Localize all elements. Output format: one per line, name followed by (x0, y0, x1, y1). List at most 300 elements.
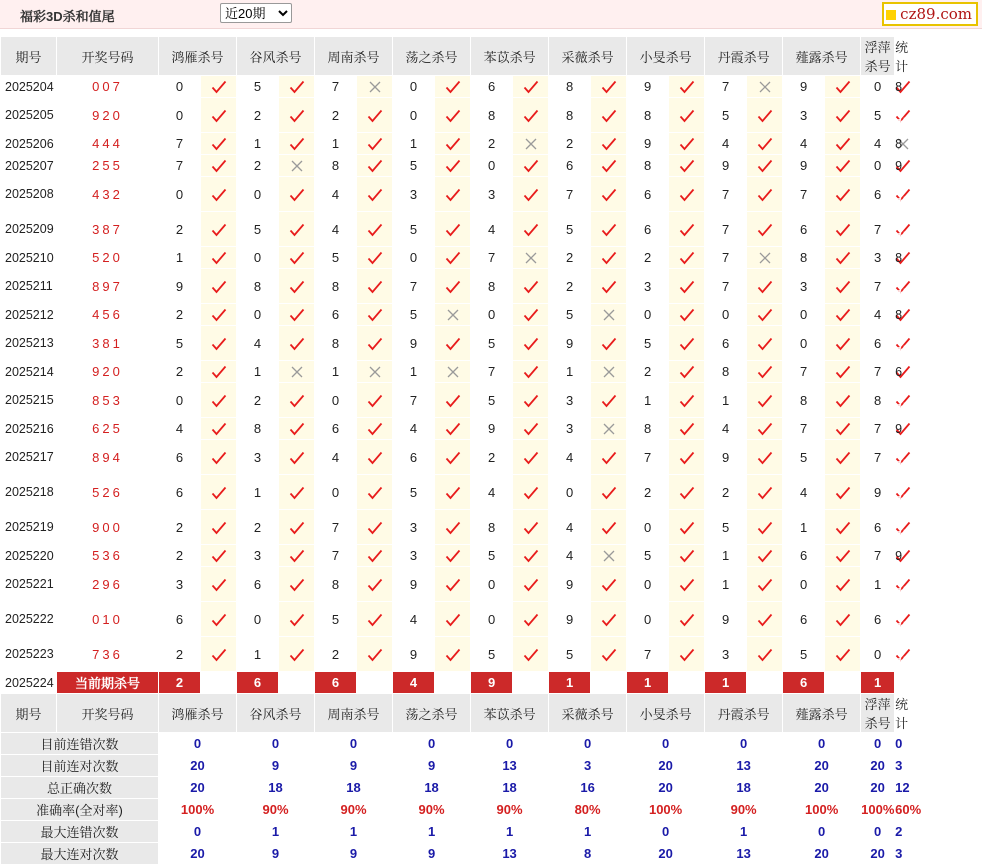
check-icon (201, 383, 237, 418)
kill-number-cell: 5 (471, 383, 513, 418)
col-header-predictor: 周南杀号 (315, 37, 393, 76)
current-kill-cell: 1 (549, 672, 591, 694)
current-blank-cell (357, 672, 393, 694)
cross-icon (435, 304, 471, 326)
kill-number-cell: 3 (627, 269, 669, 304)
check-icon (357, 418, 393, 440)
check-icon (669, 440, 705, 475)
check-icon (513, 304, 549, 326)
check-icon (357, 510, 393, 545)
kill-number-cell: 0 (627, 304, 669, 326)
kill-number-cell: 7 (549, 177, 591, 212)
kill-number-cell: 0 (627, 602, 669, 637)
cross-icon (747, 76, 783, 98)
draw-number-cell: 255 (57, 155, 159, 177)
check-icon (825, 326, 861, 361)
kill-number-cell: 8 (861, 383, 895, 418)
col-header-predictor: 谷风杀号 (237, 694, 315, 733)
check-icon (591, 98, 627, 133)
kill-number-cell: 7 (705, 269, 747, 304)
stat-value: 0 (393, 733, 471, 755)
check-icon (591, 177, 627, 212)
stat-value: 1 (393, 821, 471, 843)
stat-value: 100% (627, 799, 705, 821)
kill-number-cell: 1 (237, 637, 279, 672)
kill-number-cell: 6 (627, 177, 669, 212)
kill-table (0, 36, 922, 865)
check-icon (201, 637, 237, 672)
kill-number-cell: 7 (783, 177, 825, 212)
check-icon (669, 212, 705, 247)
stat-value: 1 (549, 821, 627, 843)
current-kill-cell: 6 (237, 672, 279, 694)
kill-number-cell: 0 (783, 304, 825, 326)
kill-number-cell: 8 (783, 247, 825, 269)
kill-number-cell: 3 (237, 545, 279, 567)
check-icon (279, 545, 315, 567)
check-icon (669, 98, 705, 133)
kill-number-cell: 4 (471, 212, 513, 247)
kill-number-cell: 1 (393, 133, 435, 155)
stat-value: 13 (705, 843, 783, 865)
stat-value: 18 (471, 777, 549, 799)
stat-value: 100% (861, 799, 895, 821)
kill-number-cell: 7 (861, 418, 895, 440)
stat-value: 0 (783, 821, 861, 843)
kill-number-cell: 4 (315, 212, 357, 247)
site-logo[interactable] (882, 2, 978, 26)
kill-number-cell: 2 (315, 98, 357, 133)
kill-number-cell: 7 (315, 545, 357, 567)
kill-number-cell: 8 (237, 269, 279, 304)
stat-value: 0 (861, 733, 895, 755)
stat-value: 0 (159, 821, 237, 843)
draw-number-cell: 381 (57, 326, 159, 361)
kill-number-cell: 7 (705, 212, 747, 247)
kill-number-cell: 8 (471, 510, 513, 545)
check-icon (201, 177, 237, 212)
kill-number-cell: 5 (237, 212, 279, 247)
kill-number-cell: 0 (315, 383, 357, 418)
table-row: 2025222 010 6 0 5 4 0 9 0 9 6 6 全对 (1, 602, 895, 637)
check-icon (825, 76, 861, 98)
stat-label: 最大连对次数 (1, 843, 159, 865)
issue-cell: 2025216 (1, 418, 57, 440)
kill-number-cell: 1 (393, 361, 435, 383)
kill-number-cell: 8 (471, 98, 513, 133)
kill-number-cell: 9 (705, 155, 747, 177)
kill-number-cell: 8 (471, 269, 513, 304)
kill-number-cell: 2 (159, 212, 201, 247)
check-icon (279, 212, 315, 247)
issue-cell: 2025215 (1, 383, 57, 418)
stat-value: 0 (861, 821, 895, 843)
stat-value: 0 (783, 733, 861, 755)
draw-number-cell: 526 (57, 475, 159, 510)
check-icon (513, 177, 549, 212)
kill-number-cell: 6 (627, 212, 669, 247)
stat-value: 20 (861, 777, 895, 799)
check-icon (825, 133, 861, 155)
col-header-predictor: 丹霞杀号 (705, 37, 783, 76)
check-icon (669, 510, 705, 545)
kill-number-cell: 8 (627, 155, 669, 177)
check-icon (591, 247, 627, 269)
check-icon (279, 247, 315, 269)
stat-value: 16 (549, 777, 627, 799)
current-blank-cell (669, 672, 705, 694)
stat-value: 20 (783, 843, 861, 865)
stat-value: 20 (783, 777, 861, 799)
table-row: 2025210 520 1 0 5 0 7 2 2 7 8 3 8 (1, 247, 895, 269)
check-icon (591, 269, 627, 304)
kill-number-cell: 1 (705, 567, 747, 602)
check-icon (747, 98, 783, 133)
check-icon (435, 155, 471, 177)
stat-row: 总正确次数 20 18 18 18 18 16 20 18 20 20 12 (1, 777, 895, 799)
kill-number-cell: 2 (159, 637, 201, 672)
kill-number-cell: 9 (627, 133, 669, 155)
logo-square-icon (886, 10, 896, 20)
table-row: 2025212 456 2 0 6 5 0 5 0 0 0 4 8 (1, 304, 895, 326)
check-icon (825, 383, 861, 418)
kill-number-cell: 6 (861, 177, 895, 212)
check-icon (357, 440, 393, 475)
check-icon (279, 418, 315, 440)
stat-value: 9 (393, 755, 471, 777)
kill-number-cell: 6 (549, 155, 591, 177)
kill-number-cell: 1 (627, 383, 669, 418)
stat-value: 18 (705, 777, 783, 799)
check-icon (747, 155, 783, 177)
stat-value: 90% (705, 799, 783, 821)
kill-number-cell: 8 (783, 383, 825, 418)
check-icon (435, 326, 471, 361)
kill-number-cell: 2 (549, 133, 591, 155)
draw-number-cell: 444 (57, 133, 159, 155)
stat-value: 1 (315, 821, 393, 843)
kill-number-cell: 9 (783, 76, 825, 98)
kill-number-cell: 0 (159, 383, 201, 418)
kill-number-cell: 2 (237, 155, 279, 177)
col-header-predictor: 谷风杀号 (237, 37, 315, 76)
kill-number-cell: 3 (471, 177, 513, 212)
check-icon (435, 602, 471, 637)
table-row: 2025208 432 0 0 4 3 3 7 6 7 7 6 全对 (1, 177, 895, 212)
check-icon (591, 155, 627, 177)
check-icon (435, 418, 471, 440)
current-kill-cell: 6 (783, 672, 825, 694)
issue-cell: 2025220 (1, 545, 57, 567)
col-header-number: 开奖号码 (57, 694, 159, 733)
stat-value: 0 (237, 733, 315, 755)
kill-number-cell: 9 (705, 440, 747, 475)
kill-number-cell: 6 (471, 76, 513, 98)
table-row: 2025204 007 0 5 7 0 6 8 9 7 9 0 8 (1, 76, 895, 98)
kill-number-cell: 9 (393, 326, 435, 361)
check-icon (513, 602, 549, 637)
check-icon (513, 440, 549, 475)
draw-number-cell: 920 (57, 98, 159, 133)
check-icon (513, 98, 549, 133)
kill-number-cell: 0 (315, 475, 357, 510)
check-icon (201, 361, 237, 383)
stat-value: 13 (471, 755, 549, 777)
kill-number-cell: 5 (549, 637, 591, 672)
check-icon (357, 177, 393, 212)
table-row: 2025223 736 2 1 2 9 5 5 7 3 5 0 全对 (1, 637, 895, 672)
kill-number-cell: 2 (237, 510, 279, 545)
kill-number-cell: 3 (393, 510, 435, 545)
kill-number-cell: 0 (393, 98, 435, 133)
check-icon (591, 637, 627, 672)
draw-number-cell: 894 (57, 440, 159, 475)
kill-number-cell: 7 (159, 133, 201, 155)
check-icon (279, 133, 315, 155)
kill-number-cell: 3 (861, 247, 895, 269)
check-icon (435, 440, 471, 475)
check-icon (513, 637, 549, 672)
issue-cell: 2025204 (1, 76, 57, 98)
check-icon (357, 212, 393, 247)
kill-number-cell: 8 (705, 361, 747, 383)
kill-number-cell: 5 (237, 76, 279, 98)
kill-number-cell: 1 (315, 361, 357, 383)
table-row: 2025217 894 6 3 4 6 2 4 7 9 5 7 全对 (1, 440, 895, 475)
kill-number-cell: 5 (783, 637, 825, 672)
kill-number-cell: 8 (315, 155, 357, 177)
current-kill-cell: 4 (393, 672, 435, 694)
check-icon (435, 567, 471, 602)
kill-number-cell: 0 (159, 177, 201, 212)
kill-number-cell: 7 (705, 177, 747, 212)
kill-number-cell: 6 (783, 545, 825, 567)
check-icon (357, 304, 393, 326)
col-header-predictor: 采薇杀号 (549, 37, 627, 76)
col-header-predictor: 荡之杀号 (393, 37, 471, 76)
kill-number-cell: 3 (159, 567, 201, 602)
kill-number-cell: 0 (861, 76, 895, 98)
kill-number-cell: 7 (861, 212, 895, 247)
kill-number-cell: 5 (627, 545, 669, 567)
check-icon (747, 637, 783, 672)
stat-value: 20 (627, 755, 705, 777)
check-icon (669, 567, 705, 602)
check-icon (201, 269, 237, 304)
kill-number-cell: 2 (549, 247, 591, 269)
col-header-predictor: 鸿雁杀号 (159, 37, 237, 76)
col-header-predictor: 荡之杀号 (393, 694, 471, 733)
kill-number-cell: 7 (627, 637, 669, 672)
check-icon (279, 269, 315, 304)
check-icon (591, 383, 627, 418)
draw-number-cell: 900 (57, 510, 159, 545)
stat-value: 13 (705, 755, 783, 777)
cross-icon (591, 418, 627, 440)
kill-number-cell: 9 (159, 269, 201, 304)
check-icon (435, 637, 471, 672)
check-icon (201, 418, 237, 440)
table-row: 2025220 536 2 3 7 3 5 4 5 1 6 7 9 (1, 545, 895, 567)
check-icon (747, 133, 783, 155)
check-icon (669, 545, 705, 567)
cross-icon (279, 155, 315, 177)
kill-number-cell: 5 (783, 440, 825, 475)
kill-number-cell: 8 (315, 326, 357, 361)
col-header-predictor: 浮萍杀号 (861, 694, 895, 733)
check-icon (747, 545, 783, 567)
kill-number-cell: 7 (861, 545, 895, 567)
issue-cell: 2025223 (1, 637, 57, 672)
check-icon (357, 269, 393, 304)
header-row: 期号 开奖号码 鸿雁杀号 谷风杀号 周南杀号 荡之杀号 苯苡杀号 采薇杀号 小旻杀号 丹霞杀号 薤露杀号 浮萍杀号 统计 (1, 694, 895, 733)
check-icon (825, 361, 861, 383)
kill-number-cell: 1 (237, 361, 279, 383)
period-select[interactable] (220, 3, 292, 23)
check-icon (513, 326, 549, 361)
issue-cell: 2025206 (1, 133, 57, 155)
table-row: 2025215 853 0 2 0 7 5 3 1 1 8 8 全对 (1, 383, 895, 418)
issue-cell: 2025208 (1, 177, 57, 212)
col-header-predictor: 采薇杀号 (549, 694, 627, 733)
check-icon (201, 76, 237, 98)
kill-number-cell: 5 (705, 98, 747, 133)
check-icon (201, 247, 237, 269)
check-icon (747, 510, 783, 545)
check-icon (747, 440, 783, 475)
kill-number-cell: 7 (705, 247, 747, 269)
issue-cell: 2025217 (1, 440, 57, 475)
kill-number-cell: 7 (783, 361, 825, 383)
stat-label: 最大连错次数 (1, 821, 159, 843)
check-icon (201, 98, 237, 133)
kill-number-cell: 1 (861, 567, 895, 602)
kill-number-cell: 2 (315, 637, 357, 672)
table-row: 2025209 387 2 5 4 5 4 5 6 7 6 7 全对 (1, 212, 895, 247)
kill-number-cell: 7 (393, 383, 435, 418)
check-icon (201, 510, 237, 545)
check-icon (669, 475, 705, 510)
kill-number-cell: 6 (861, 602, 895, 637)
check-icon (435, 475, 471, 510)
stat-value: 20 (783, 755, 861, 777)
stat-value: 80% (549, 799, 627, 821)
cross-icon (513, 247, 549, 269)
check-icon (591, 133, 627, 155)
kill-number-cell: 5 (393, 212, 435, 247)
check-icon (435, 133, 471, 155)
issue-cell: 2025218 (1, 475, 57, 510)
check-icon (513, 212, 549, 247)
stat-value: 20 (627, 843, 705, 865)
issue-cell: 2025213 (1, 326, 57, 361)
kill-number-cell: 4 (393, 418, 435, 440)
check-icon (513, 383, 549, 418)
draw-number-cell: 007 (57, 76, 159, 98)
kill-number-cell: 1 (237, 475, 279, 510)
page-title: 福彩3D杀和值尾 (20, 9, 115, 24)
cross-icon (357, 76, 393, 98)
check-icon (747, 326, 783, 361)
check-icon (513, 510, 549, 545)
check-icon (357, 133, 393, 155)
kill-number-cell: 7 (471, 361, 513, 383)
check-icon (201, 304, 237, 326)
col-header-predictor: 苯苡杀号 (471, 694, 549, 733)
cross-icon (591, 304, 627, 326)
kill-number-cell: 4 (471, 475, 513, 510)
kill-number-cell: 4 (237, 326, 279, 361)
kill-number-cell: 7 (393, 269, 435, 304)
kill-number-cell: 0 (159, 76, 201, 98)
kill-number-cell: 1 (237, 133, 279, 155)
col-header-predictor: 浮萍杀号 (861, 37, 895, 76)
kill-number-cell: 0 (159, 98, 201, 133)
check-icon (435, 98, 471, 133)
kill-number-cell: 7 (315, 76, 357, 98)
kill-number-cell: 9 (627, 76, 669, 98)
check-icon (201, 155, 237, 177)
check-icon (435, 247, 471, 269)
stat-value: 1 (237, 821, 315, 843)
table-row: 2025221 296 3 6 8 9 0 9 0 1 0 1 全对 (1, 567, 895, 602)
kill-number-cell: 6 (159, 602, 201, 637)
kill-number-cell: 7 (705, 76, 747, 98)
stat-value: 90% (237, 799, 315, 821)
check-icon (279, 304, 315, 326)
check-icon (279, 475, 315, 510)
check-icon (435, 177, 471, 212)
col-header-predictor: 小旻杀号 (627, 694, 705, 733)
kill-number-cell: 7 (627, 440, 669, 475)
col-header-predictor: 丹霞杀号 (705, 694, 783, 733)
check-icon (201, 133, 237, 155)
kill-number-cell: 8 (549, 98, 591, 133)
kill-number-cell: 3 (783, 269, 825, 304)
kill-number-cell: 0 (471, 304, 513, 326)
kill-number-cell: 0 (705, 304, 747, 326)
col-header-issue: 期号 (1, 37, 57, 76)
check-icon (201, 440, 237, 475)
kill-number-cell: 6 (315, 304, 357, 326)
kill-number-cell: 8 (627, 98, 669, 133)
check-icon (669, 155, 705, 177)
kill-number-cell: 0 (237, 247, 279, 269)
draw-number-cell: 920 (57, 361, 159, 383)
check-icon (591, 602, 627, 637)
issue-cell: 2025212 (1, 304, 57, 326)
issue-cell: 2025221 (1, 567, 57, 602)
stat-value: 0 (159, 733, 237, 755)
stat-row: 目前连对次数 20 9 9 9 13 3 20 13 20 20 3 (1, 755, 895, 777)
check-icon (825, 440, 861, 475)
table-row: 2025218 526 6 1 0 5 4 0 2 2 4 9 全对 (1, 475, 895, 510)
check-icon (669, 76, 705, 98)
current-blank-cell (825, 672, 861, 694)
kill-number-cell: 0 (861, 155, 895, 177)
current-kill-cell: 2 (159, 672, 201, 694)
check-icon (513, 361, 549, 383)
kill-number-cell: 4 (705, 418, 747, 440)
kill-number-cell: 4 (861, 133, 895, 155)
stat-value: 20 (159, 755, 237, 777)
kill-number-cell: 5 (393, 155, 435, 177)
stat-value: 18 (315, 777, 393, 799)
check-icon (357, 383, 393, 418)
check-icon (357, 98, 393, 133)
kill-number-cell: 0 (471, 602, 513, 637)
check-icon (357, 567, 393, 602)
